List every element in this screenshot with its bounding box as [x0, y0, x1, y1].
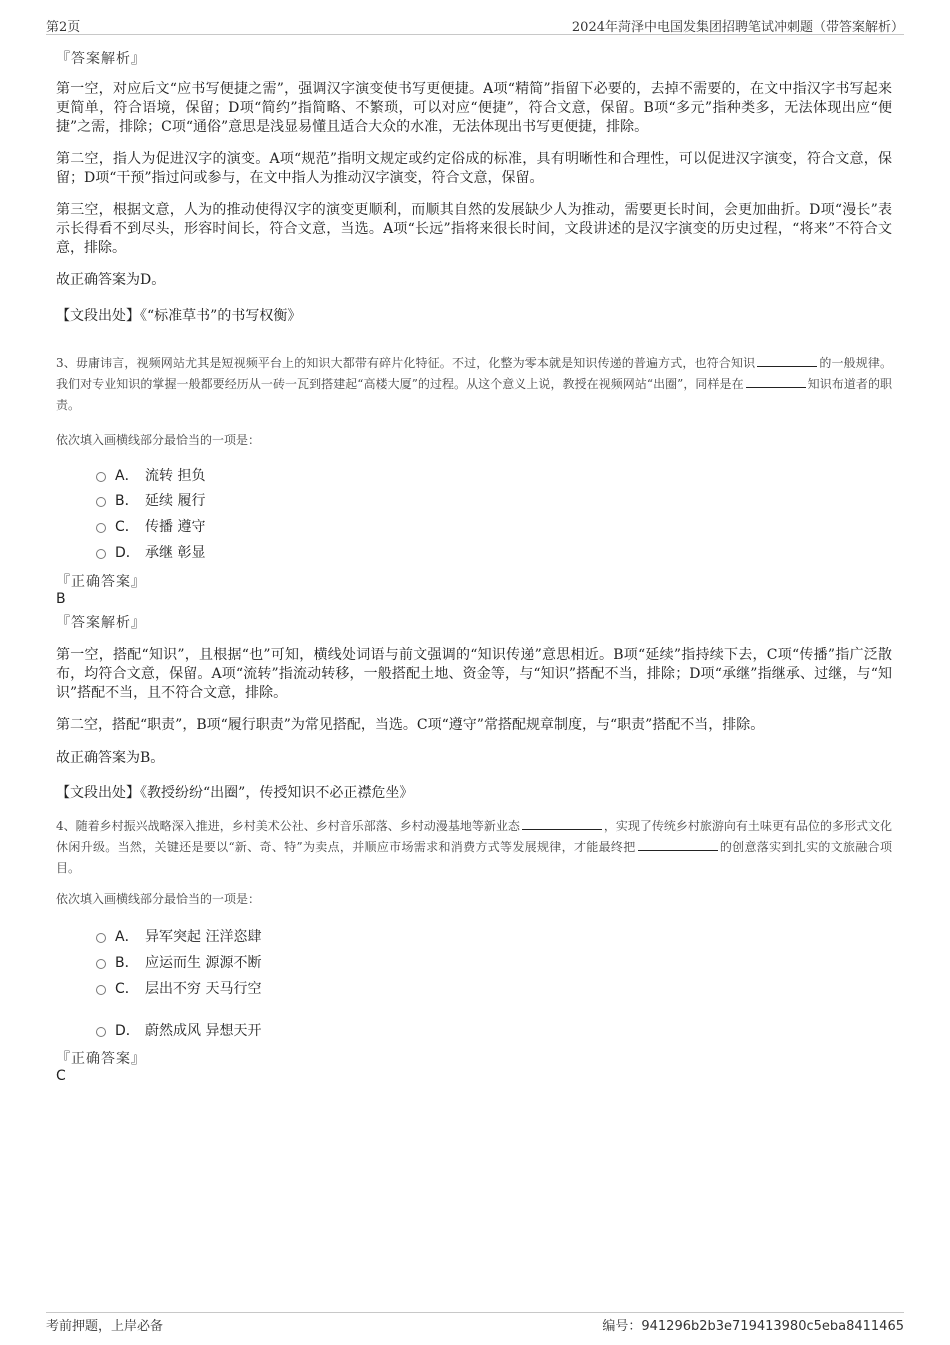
- option-text: 异军突起 汪洋恣肆: [145, 929, 262, 945]
- q3-analysis-label: 『答案解析』: [56, 615, 146, 631]
- q4-blank-1: [522, 817, 602, 830]
- q3-analysis-p1: 第一空，搭配“知识”，且根据“也”可知，横线处词语与前文强调的“知识传递”意思相近。B项“延续”指持续下去，C项“传播”指广泛散布，均符合文意，保留。A项“流转”指流动转移，一般搭配土地、资金等，与“知识”搭配不当，排除；D项“承继”指继承、过继，与“知识”搭配不当，且不符合文意，排除。: [56, 647, 892, 701]
- q2-analysis-p3: 第三空，根据文意，人为的推动使得汉字的演变更顺利，而顺其自然的发展缺少人为推动，需要更长时间，会更加曲折。D项“漫长”表示长得看不到尽头，形容时间长，符合文意，当选。A项“长远”指将来很长时间，文段讲述的是汉字演变的历史过程，“将来”不符合文意，排除。: [56, 202, 892, 256]
- radio-icon[interactable]: [96, 959, 106, 969]
- q3-stem-part2: 的一般规律。我们对专业知识的掌握一般都要经历从一砖一瓦到搭建起“高楼大厦”的过程。从这个意义上说，教授在视频网站“出圈”，同样是在: [56, 356, 892, 391]
- q3-option-b[interactable]: [96, 490, 205, 510]
- option-text: 延续 履行: [145, 493, 206, 509]
- option-text: 承继 彰显: [145, 545, 206, 561]
- q2-source: 【文段出处】《“标准草书”的书写权衡》: [56, 308, 302, 324]
- q3-stem: [56, 353, 892, 416]
- footer-code-value: 941296b2b3e719413980c5eba8411465: [641, 1319, 904, 1334]
- q4-stem-part2: ，实现了传统乡村旅游向有土味更有品位的多形式文化休闲升级。当然，关键还是要以“新、奇、特”为卖点，并顺应市场需求和消费方式等发展规律，才能最终把: [56, 819, 892, 854]
- q4-option-a[interactable]: [96, 926, 261, 946]
- q3-option-d[interactable]: [96, 542, 205, 562]
- q3-correct-answer: B: [56, 591, 66, 607]
- q3-stem-part1: 3、毋庸讳言，视频网站尤其是短视频平台上的知识大都带有碎片化特征。不过，化整为零本就是知识传递的普遍方式，也符合知识: [56, 356, 756, 370]
- q4-blank-2: [638, 838, 718, 851]
- option-letter: D．: [115, 1023, 140, 1039]
- option-letter: B．: [115, 493, 139, 509]
- radio-icon[interactable]: [96, 549, 106, 559]
- q4-stem: [56, 816, 892, 879]
- q3-prompt: 依次填入画横线部分最恰当的一项是：: [56, 433, 261, 447]
- q3-blank-2: [746, 375, 806, 388]
- option-text: 传播 遵守: [145, 519, 206, 535]
- footer-code: [602, 1315, 904, 1334]
- option-letter: D．: [115, 545, 140, 561]
- q3-correct-label: 『正确答案』: [56, 574, 146, 590]
- footer-code-label: 编号：: [602, 1319, 642, 1334]
- option-letter: A．: [115, 929, 139, 945]
- radio-icon[interactable]: [96, 523, 106, 533]
- q4-correct-answer: C: [56, 1068, 66, 1084]
- q3-option-c[interactable]: [96, 516, 205, 536]
- option-letter: C．: [115, 519, 139, 535]
- radio-icon[interactable]: [96, 1027, 106, 1037]
- q4-prompt: 依次填入画横线部分最恰当的一项是：: [56, 892, 261, 906]
- q4-option-b[interactable]: [96, 952, 261, 972]
- radio-icon[interactable]: [96, 497, 106, 507]
- radio-icon[interactable]: [96, 933, 106, 943]
- option-letter: A．: [115, 468, 139, 484]
- option-text: 层出不穷 天马行空: [145, 981, 262, 997]
- option-letter: C．: [115, 981, 139, 997]
- q3-option-a[interactable]: [96, 465, 205, 485]
- option-text: 流转 担负: [145, 468, 206, 484]
- q4-option-d[interactable]: [96, 1020, 261, 1040]
- q3-conclusion: 故正确答案为B。: [56, 750, 165, 766]
- q2-analysis-p1: 第一空，对应后文“应书写便捷之需”，强调汉字演变使书写更便捷。A项“精简”指留下必要的，去掉不需要的，在文中指汉字书写起来更简单，符合语境，保留；D项“简约”指简略、不繁琐，可以对应“便捷”，符合文意，保留。B项“多元”指种类多，无法体现出应“便捷”之需，排除；C项“通俗”意思是浅显易懂且适合大众的水准，无法体现出书写更便捷，排除。: [56, 81, 892, 135]
- q3-blank-1: [757, 354, 817, 367]
- document-title: 2024年菏泽中电国发集团招聘笔试冲刺题（带答案解析）: [571, 20, 904, 35]
- page-footer: [46, 1312, 904, 1337]
- radio-icon[interactable]: [96, 985, 106, 995]
- q2-conclusion: 故正确答案为D。: [56, 272, 166, 288]
- q4-stem-part1: 4、随着乡村振兴战略深入推进，乡村美术公社、乡村音乐部落、乡村动漫基地等新业态: [56, 819, 520, 833]
- q4-option-c[interactable]: [96, 978, 261, 998]
- q4-correct-label: 『正确答案』: [56, 1051, 146, 1067]
- q4-stem-part3: 的创意落实到扎实的文旅融合项目。: [56, 840, 892, 875]
- option-text: 蔚然成风 异想天开: [145, 1023, 262, 1039]
- q2-analysis-p2: 第二空，指人为促进汉字的演变。A项“规范”指明文规定或约定俗成的标准，具有明晰性和合理性，可以促进汉字演变，符合文意，保留；D项“干预”指过问或参与，在文中指人为推动汉字演变，符合文意，保留。: [56, 151, 892, 186]
- radio-icon[interactable]: [96, 472, 106, 482]
- page-number: 第2页: [46, 20, 81, 35]
- q3-source: 【文段出处】《教授纷纷“出圈”，传授知识不必正襟危坐》: [56, 785, 414, 801]
- option-letter: B．: [115, 955, 139, 971]
- page-header: [46, 14, 904, 35]
- q3-analysis-p2: 第二空，搭配“职责”，B项“履行职责”为常见搭配，当选。C项“遵守”常搭配规章制度，与“职责”搭配不当，排除。: [56, 717, 765, 733]
- q2-analysis-label: 『答案解析』: [56, 51, 146, 67]
- footer-slogan: 考前押题，上岸必备: [46, 1319, 164, 1334]
- q3-stem-part3: 知识布道者的职责。: [56, 377, 892, 412]
- option-text: 应运而生 源源不断: [145, 955, 262, 971]
